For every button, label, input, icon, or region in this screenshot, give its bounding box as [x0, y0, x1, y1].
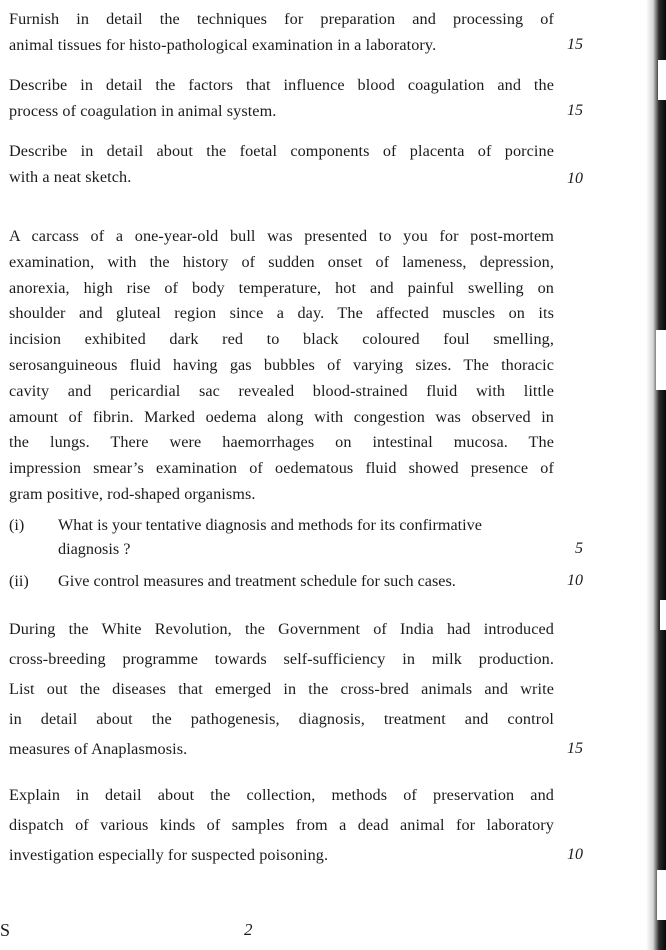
sub-question-number: (i): [9, 516, 25, 534]
edge-notch: [660, 600, 666, 630]
question-6: [9, 780, 554, 870]
question-text-line: animal tissues for histo-pathological examination in a laboratory.: [9, 36, 437, 54]
question-text-line: shoulder and gluteal region since a day. The affected muscles on its: [9, 304, 554, 323]
question-5: [9, 614, 554, 764]
marks-label: 10: [567, 572, 583, 589]
scan-page-edge: [646, 0, 666, 950]
marks-label: 10: [567, 846, 583, 863]
question-text-line: examination, with the history of sudden onset of lameness, depression,: [9, 252, 554, 271]
question-text-line: Explain in detail about the collection, methods of preservation and: [9, 786, 554, 804]
question-text-line: cross-breeding programme towards self-sufficiency in milk production.: [9, 650, 554, 668]
question-text-line: Furnish in detail the techniques for preparation and processing of: [9, 10, 554, 28]
sub-question-number: (ii): [9, 572, 29, 590]
sub-question-text-line: What is your tentative diagnosis and methods for its confirmative: [58, 516, 482, 534]
edge-notch: [658, 60, 666, 100]
question-text-line: amount of fibrin. Marked oedema along with congestion was observed in: [9, 407, 554, 426]
question-text-line: process of coagulation in animal system.: [9, 102, 277, 120]
question-text-line: During the White Revolution, the Government of India had introduced: [9, 620, 554, 638]
question-text-line: measures of Anaplasmosis.: [9, 740, 188, 758]
sub-question-text-line: Give control measures and treatment schedule for such cases.: [58, 572, 456, 590]
sub-question-text-line: diagnosis ?: [58, 540, 131, 558]
question-text-line: Describe in detail the factors that influence blood coagulation and the: [9, 76, 554, 94]
question-2: [9, 72, 554, 124]
edge-notch: [656, 330, 666, 390]
edge-notch: [657, 870, 666, 920]
question-text-line: with a neat sketch.: [9, 168, 132, 186]
question-3: [9, 138, 554, 190]
marks-label: 15: [567, 102, 583, 119]
question-4: [9, 224, 554, 508]
marks-label: 5: [575, 540, 583, 557]
question-text-line: impression smear’s examination of oedematous fluid showed presence of: [9, 459, 554, 478]
marks-label: 15: [567, 740, 583, 757]
question-text-line: dispatch of various kinds of samples from a dead animal for laboratory: [9, 816, 554, 834]
question-text-line: incision exhibited dark red to black coloured foul smelling,: [9, 330, 554, 349]
question-text-line: A carcass of a one-year-old bull was presented to you for post-mortem: [9, 227, 554, 245]
question-text-line: serosanguineous fluid having gas bubbles of varying sizes. The thoracic: [9, 355, 554, 374]
sub-question-ii: [0, 572, 560, 596]
question-text-line: in detail about the pathogenesis, diagnosis, treatment and control: [9, 710, 554, 728]
question-text-line: Describe in detail about the foetal components of placenta of porcine: [9, 142, 554, 160]
question-text-line: investigation especially for suspected poisoning.: [9, 846, 329, 864]
question-text-line: anorexia, high rise of body temperature, hot and painful swelling on: [9, 278, 554, 297]
sub-question-i: [0, 516, 560, 566]
marks-label: 15: [567, 36, 583, 53]
question-text-line: gram positive, rod-shaped organisms.: [9, 484, 256, 503]
question-1: [9, 6, 554, 58]
question-text-line: the lungs. There were haemorrhages on intestinal mucosa. The: [9, 433, 554, 452]
marks-label: 10: [567, 170, 583, 187]
question-text-line: cavity and pericardial sac revealed blood-strained fluid with little: [9, 381, 554, 400]
question-text-line: List out the diseases that emerged in the cross-bred animals and write: [9, 680, 554, 698]
footer-code: S: [0, 920, 11, 940]
page-number: 2: [244, 920, 253, 939]
